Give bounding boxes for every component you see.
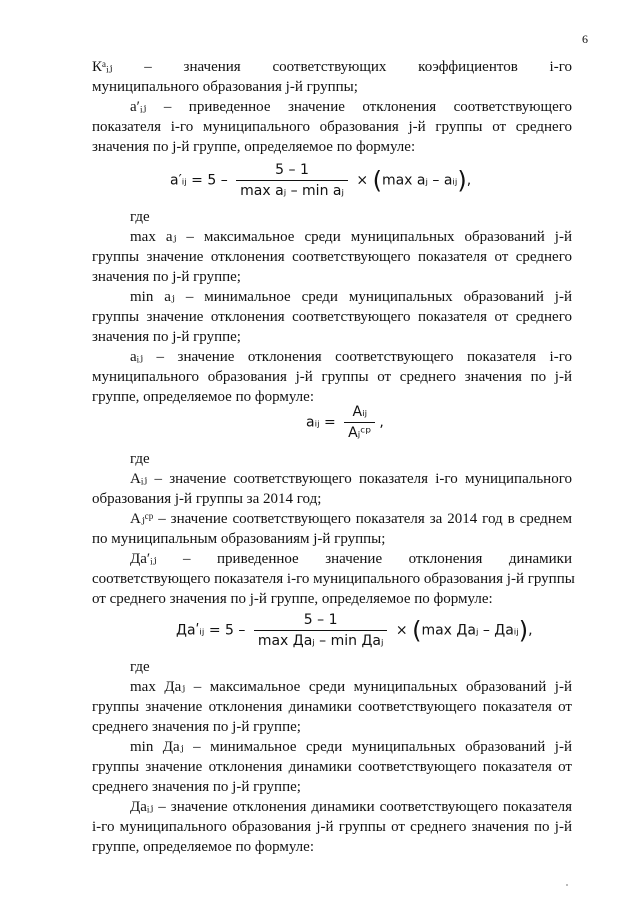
text-line: Даᵢⱼ – значение отклонения динамики соответствующего показателя: [130, 799, 572, 815]
fraction-denominator: max aⱼ – min aⱼ: [240, 183, 344, 199]
formula-fraction: [236, 162, 348, 199]
text-line: показателя i-го муниципального образования j-й группы от среднего: [92, 119, 572, 135]
page-number: 6: [582, 32, 588, 46]
text-line: группы значение отклонения динамики соответствующего показателя от: [92, 699, 572, 715]
left-paren: (: [372, 166, 382, 195]
right-paren: ): [457, 166, 467, 195]
fraction-numerator: Aᵢⱼ: [344, 404, 375, 423]
text-line: группы значение отклонения динамики соответствующего показателя от: [92, 759, 572, 775]
text-line: max aⱼ – максимальное среди муниципальных образований j-й: [130, 229, 572, 245]
text-line: от среднего значения по j-й группе, определяемое по формуле:: [92, 591, 493, 607]
text-line: муниципального образования j-й группы;: [92, 79, 358, 95]
formula-rhs: max aⱼ – aᵢⱼ: [381, 172, 458, 189]
formula-rhs: max Даⱼ – Даᵢⱼ: [421, 622, 519, 639]
text-line: Даʹᵢⱼ – приведенное значение отклонения динамики: [130, 551, 572, 567]
formula-end: ,: [528, 622, 533, 639]
formula-deviation: [306, 404, 384, 441]
text-line: min aⱼ – минимальное среди муниципальных образований j-й: [130, 289, 572, 305]
text-line: i-го муниципального образования j-й группы от среднего значения по j-й: [92, 819, 572, 835]
text-line: где: [130, 659, 150, 675]
text-line: группе, определяемое по формуле:: [92, 389, 314, 405]
text-line: среднего значения по j-й группе;: [92, 779, 301, 795]
formula-lhs: aᵢⱼ =: [306, 414, 336, 431]
text-line: aᵢⱼ – значение отклонения соответствующего показателя i-го: [130, 349, 572, 365]
text-line: группы значение отклонения соответствующего показателя от среднего: [92, 249, 572, 265]
fraction-denominator: max Даⱼ – min Даⱼ: [257, 633, 384, 649]
text-line: значения по j-й группе, определяемое по формуле:: [92, 139, 416, 155]
text-line: Кᵃᵢⱼ – значения соответствующих коэффициентов i-го: [92, 59, 572, 75]
formula-normalized-dynamics: [176, 612, 533, 649]
formula-lhs: Даʹᵢⱼ = 5 –: [176, 622, 246, 639]
text-line: образования j-й группы за 2014 год;: [92, 491, 322, 507]
right-paren: ): [518, 616, 529, 645]
fraction-denominator: Aⱼᶜᵖ: [348, 425, 372, 441]
text-line: min Даⱼ – минимальное среди муниципальных образований j-й: [130, 739, 572, 755]
text-line: значения по j-й группе;: [92, 269, 241, 285]
times-sign: ×: [395, 622, 408, 639]
text-line: Aᵢⱼ – значение соответствующего показателя i-го муниципального: [130, 471, 572, 487]
left-paren: (: [412, 616, 422, 645]
formula-normalized-deviation: [170, 162, 471, 199]
text-line: муниципального образования j-й группы от среднего значения по j-й: [92, 369, 572, 385]
formula-fraction: [254, 612, 388, 649]
scan-speck: [566, 884, 568, 886]
fraction-numerator: 5 – 1: [254, 612, 388, 631]
text-line: a′ᵢⱼ – приведенное значение отклонения соответствующего: [130, 99, 572, 115]
text-line: max Даⱼ – максимальное среди муниципальных образований j-й: [130, 679, 572, 695]
text-line: среднего значения по j-й группе;: [92, 719, 301, 735]
text-line: Aⱼᶜᵖ – значение соответствующего показателя за 2014 год в среднем: [130, 511, 572, 527]
text-line: группы значение отклонения соответствующего показателя от среднего: [92, 309, 572, 325]
formula-end: ,: [466, 172, 472, 189]
times-sign: ×: [356, 172, 369, 189]
text-line: где: [130, 451, 150, 467]
text-line: где: [130, 209, 150, 225]
formula-fraction: [344, 404, 375, 441]
text-line: группе, определяемое по формуле:: [92, 839, 314, 855]
formula-end: ,: [379, 414, 384, 431]
text-line: по муниципальным образованиям j-й группы;: [92, 531, 386, 547]
fraction-numerator: 5 – 1: [236, 162, 348, 181]
formula-lhs: a′ᵢⱼ = 5 –: [170, 172, 228, 189]
text-line: соответствующего показателя i-го муниципального образования j-й группы: [92, 571, 575, 587]
text-line: значения по j-й группе;: [92, 329, 241, 345]
